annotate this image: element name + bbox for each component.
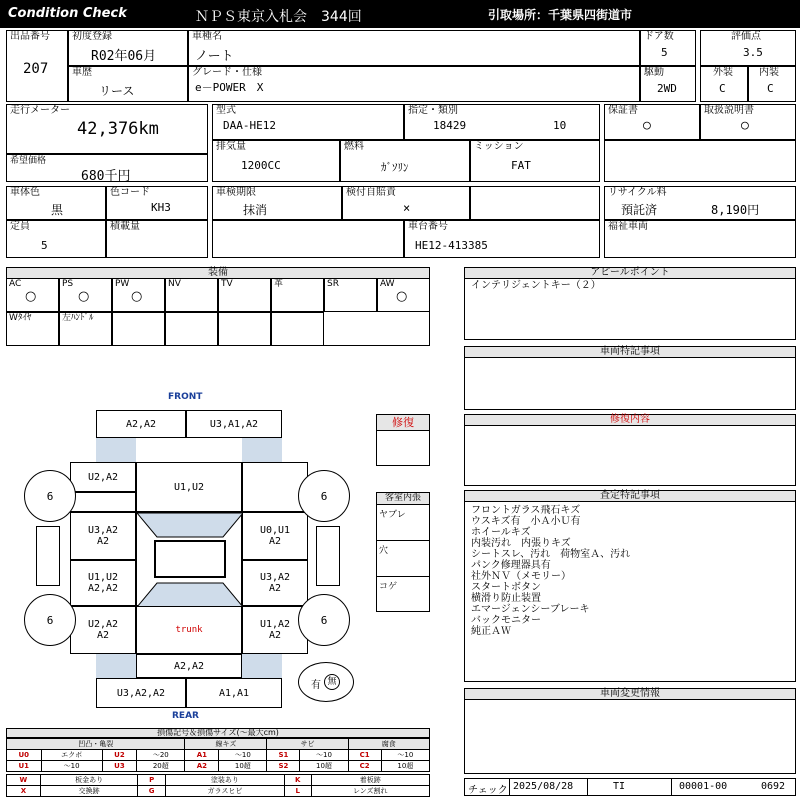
footer-code-2: 0692: [761, 781, 786, 792]
pickup-location: 引取場所：千葉県四街道市: [488, 8, 633, 22]
legend-cell: U1: [7, 761, 42, 772]
legend-cell: 板金あり: [40, 775, 138, 786]
left-fender: [70, 462, 136, 492]
spare-tire: [298, 662, 354, 702]
drive-label: 駆動: [644, 67, 664, 78]
mission-box: [470, 140, 600, 182]
legend-table-2: [6, 774, 430, 797]
interior-item-1: [377, 505, 429, 541]
fuel: ｶﾞｿﾘﾝ: [381, 161, 409, 174]
footer-code-1: 00001-00: [679, 781, 728, 792]
warranty: ○: [643, 118, 651, 133]
right-front-door: [242, 512, 308, 560]
exterior-box: [700, 66, 748, 102]
capacity-label: 定員: [10, 221, 30, 232]
legend-row-2: [7, 761, 430, 772]
liability-box: [342, 186, 470, 220]
doors-label: ドア数: [644, 31, 674, 42]
equipment-cell: [218, 278, 271, 312]
equipment-cell-row2: [218, 312, 271, 346]
equipment-cell: [6, 278, 59, 312]
equipment-title: 装備: [7, 268, 429, 279]
equipment-cell: [112, 278, 165, 312]
legend-cell: X: [7, 786, 41, 797]
row3-mid-blank: [470, 186, 600, 220]
first-reg-box: [68, 30, 188, 66]
legend-cell: 10超: [300, 761, 348, 772]
tire-front-left-value: 6: [46, 489, 54, 503]
legend-groups-row: [7, 739, 430, 750]
left-front-door-damage: U3,A2 A2: [87, 525, 119, 547]
equipment-cell: [59, 278, 112, 312]
legend-cell: 交換跡: [40, 786, 138, 797]
legend-row-1: [7, 750, 430, 761]
mileage-box: [6, 104, 208, 154]
legend-group-dents: 凹凸・亀裂: [7, 739, 185, 750]
check-date: 2025/08/28: [513, 781, 574, 792]
inspection-note-line: 純正ＡＷ: [471, 626, 511, 637]
right-mirror: [316, 526, 340, 586]
legend-row-3: [7, 775, 430, 786]
legend-cell: S1: [267, 750, 300, 761]
liability-label: 検付自賠責: [346, 187, 396, 198]
interior-item-1-label: ヤブレ: [379, 510, 406, 520]
roof-window-shape: [137, 513, 243, 607]
rear-bumper-left-damage: U3,A2,A2: [116, 687, 166, 699]
car-name: ノート: [195, 49, 234, 64]
inspector: TI: [613, 781, 626, 792]
inspection-box: [212, 186, 342, 220]
equipment-value: ○: [131, 289, 143, 304]
warranty-box: [604, 104, 700, 140]
condition-check-title: Condition Check: [8, 6, 127, 21]
mission: FAT: [511, 159, 531, 172]
appeal-text: インテリジェントキー（２）: [471, 280, 601, 291]
legend-cell: 10超: [219, 761, 267, 772]
inspection-note-line: 内装汚れ 内張りキズ: [471, 538, 571, 549]
left-fender-damage: U2,A2: [87, 471, 119, 483]
mileage: 42,376km: [77, 119, 159, 139]
equipment-label: 左ﾊﾝﾄﾞﾙ: [62, 313, 94, 323]
interior-item-3-label: コゲ: [379, 582, 398, 592]
manual: ○: [741, 118, 749, 133]
grade: e－POWER X: [195, 81, 264, 94]
check-label: チェック: [468, 785, 508, 796]
inspection-note-line: シートスレ、汚れ 荷物室Ａ、汚れ: [471, 549, 631, 560]
legend-cell: ～10: [41, 761, 102, 772]
liability: ×: [403, 201, 411, 215]
score-box: [700, 30, 796, 66]
lot-number: 207: [23, 61, 49, 77]
left-rear-door: [70, 560, 136, 606]
tire-rear-left-value: 6: [46, 613, 54, 627]
equipment-cell-row2: [112, 312, 165, 346]
legend-cell: ガラスヒビ: [165, 786, 284, 797]
legend-cell: C2: [348, 761, 381, 772]
inspection-note-line: パンク修理器具有: [471, 560, 551, 571]
footer-divider-2: [587, 779, 588, 795]
inspection-note-line: スタートボタン: [471, 582, 541, 593]
inspection-notes-list: [471, 505, 630, 637]
spare-absent: 無: [327, 677, 337, 687]
legend-cell: U2: [102, 750, 137, 761]
legend-cell: U0: [7, 750, 42, 761]
legend-row-4: [7, 786, 430, 797]
legend-group-rust: サビ: [267, 739, 348, 750]
model-box: [212, 104, 404, 140]
legend-cell: A1: [185, 750, 219, 761]
chassis-label: 車台番号: [408, 221, 448, 232]
legend-cell: 着板跡: [311, 775, 430, 786]
trunk-lid: [136, 654, 242, 678]
equipment-label: TV: [221, 279, 233, 289]
auction-title: ＮＰＳ東京入札会 344回: [195, 9, 362, 25]
legend-table: [6, 738, 430, 772]
car-name-box: [188, 30, 640, 66]
appeal-title: アピールポイント: [465, 268, 795, 279]
inspection-note-line: ホイールキズ: [471, 527, 531, 538]
right-rear-pillar: [242, 654, 282, 678]
legend-cell: S2: [267, 761, 300, 772]
right-rear-fender-damage: U1,A2 A2: [259, 619, 291, 641]
equipment-cell: [377, 278, 430, 312]
legend-cell: K: [284, 775, 311, 786]
left-fender-lower: [70, 492, 136, 512]
left-rear-pillar: [96, 654, 136, 678]
color-code-box: [106, 186, 208, 220]
equipment-label: PS: [62, 279, 74, 289]
drive: 2WD: [657, 82, 677, 95]
trunk-lid-damage: A2,A2: [173, 660, 205, 672]
appeal-box: [464, 267, 796, 340]
legend-cell: 塗装あり: [165, 775, 284, 786]
legend-group-scratch: 線キズ: [185, 739, 267, 750]
interior-grade: C: [767, 82, 774, 95]
row3b-left-blank: [212, 220, 404, 258]
tire-front-left: [24, 470, 76, 522]
inspection-notes-title: 査定特記事項: [465, 491, 795, 502]
front-bumper-right-damage: U3,A1,A2: [209, 418, 259, 430]
body-color-label: 車体色: [10, 187, 40, 198]
legend-cell: ～10: [219, 750, 267, 761]
trunk-label: trunk: [175, 625, 203, 635]
history-box: [68, 66, 188, 102]
front-bumper-left-damage: A2,A2: [125, 418, 157, 430]
left-rear-fender: [70, 606, 136, 654]
equipment-label: AW: [380, 279, 395, 289]
repair-box: [376, 414, 430, 466]
equipment-cell-row2: [271, 312, 324, 346]
fuel-box: [340, 140, 470, 182]
inspection-note-line: 横滑り防止装置: [471, 593, 541, 604]
left-front-door: [70, 512, 136, 560]
lot-number-box: [6, 30, 68, 102]
manual-label: 取扱説明書: [704, 105, 754, 116]
color-code-label: 色コード: [110, 187, 150, 198]
inspection-note-line: ウスキズ有 小Ａ小Ｕ有: [471, 516, 581, 527]
legend-title: 損傷記号＆損傷サイズ(～最大cm): [6, 728, 430, 738]
right-front-door-damage: U0,U1 A2: [259, 525, 291, 547]
footer-divider-1: [509, 779, 510, 795]
chassis-number: HE12-413385: [415, 239, 488, 252]
legend-cell: レンズ割れ: [311, 786, 430, 797]
legend-cell: P: [138, 775, 166, 786]
legend-cell: 20超: [137, 761, 185, 772]
front-bumper-left: [96, 410, 186, 438]
load-box: [106, 220, 208, 258]
equipment-cell: [324, 278, 377, 312]
interior-item-2: [377, 541, 429, 577]
category-number: 10: [553, 119, 567, 132]
exterior-grade: C: [719, 82, 726, 95]
interior-item-3: [377, 577, 429, 611]
displacement-label: 排気量: [216, 141, 246, 152]
spare-present: 有: [311, 680, 321, 691]
equipment-label: PW: [115, 279, 130, 289]
warranty-label: 保証書: [608, 105, 638, 116]
roof-area: [136, 512, 242, 606]
equipment-label: 革: [274, 279, 284, 289]
legend-cell: ～20: [137, 750, 185, 761]
left-front-pillar: [96, 438, 136, 462]
doors-box: [640, 30, 696, 66]
chassis-box: [404, 220, 600, 258]
inspection-note-line: 社外ＮＶ（メモリー）: [471, 571, 571, 582]
model: DAA-HE12: [223, 119, 276, 132]
legend-cell: W: [7, 775, 41, 786]
footer-bar: [464, 778, 796, 796]
grade-label: グレード・仕様: [192, 67, 262, 78]
legend-cell: L: [284, 786, 311, 797]
inspection-note-line: バックモニター: [471, 615, 541, 626]
hood: [136, 462, 242, 512]
body-color: 黒: [51, 203, 64, 217]
price-box: [6, 154, 208, 182]
capacity: 5: [41, 239, 48, 252]
footer-divider-3: [671, 779, 672, 795]
capacity-box: [6, 220, 106, 258]
price: 680千円: [81, 169, 131, 184]
color-code: KH3: [151, 201, 171, 214]
equipment-label: AC: [9, 279, 22, 289]
history: リース: [99, 84, 135, 98]
repair-title: 修復: [377, 415, 429, 431]
inspection-label: 車検期限: [216, 187, 256, 198]
history-label: 車歴: [72, 67, 92, 78]
designation-box: [404, 104, 600, 140]
displacement-box: [212, 140, 340, 182]
tire-rear-right: [298, 594, 350, 646]
special-notes-title: 車両特記事項: [465, 347, 795, 358]
legend-group-corrosion: 腐食: [348, 739, 429, 750]
equipment-label: Wﾀｲﾔ: [9, 313, 32, 323]
front-bumper-right: [186, 410, 282, 438]
score: 3.5: [743, 46, 763, 59]
exterior-label: 外装: [713, 67, 733, 78]
interior-item-2-label: 穴: [379, 546, 389, 556]
car-name-label: 車種名: [192, 31, 222, 42]
right-rear-door-damage: U3,A2 A2: [259, 572, 291, 594]
row2-right-blank: [604, 140, 796, 182]
recycle-box: [604, 186, 796, 220]
special-notes-box: [464, 346, 796, 410]
displacement: 1200CC: [241, 159, 281, 172]
spare-absent-circle: [324, 674, 340, 690]
equipment-value: ○: [25, 289, 37, 304]
legend-cell: A2: [185, 761, 219, 772]
legend-cell: C1: [348, 750, 381, 761]
rear-bumper-right: [186, 678, 282, 708]
header-bar: [0, 0, 800, 28]
inspection: 抹消: [243, 203, 268, 217]
score-label: 評価点: [731, 31, 761, 42]
doors: 5: [661, 46, 668, 59]
designation-number: 18429: [433, 119, 467, 132]
inspection-note-line: エマージェンシーブレーキ: [471, 604, 590, 615]
mileage-label: 走行メーター: [10, 105, 70, 116]
load-label: 積載量: [110, 221, 140, 232]
left-mirror: [36, 526, 60, 586]
legend-cell: U3: [102, 761, 137, 772]
equipment-cell-row2: [59, 312, 112, 346]
designation-label: 指定・類別: [408, 105, 458, 116]
legend-cell: G: [138, 786, 166, 797]
legend-cell: ～10: [300, 750, 348, 761]
legend-cell: 10超: [381, 761, 429, 772]
front-label: FRONT: [168, 392, 203, 402]
tire-front-right-value: 6: [320, 489, 328, 503]
lot-number-label: 出品番号: [10, 31, 50, 42]
tire-rear-left: [24, 594, 76, 646]
price-label: 希望価格: [10, 156, 47, 166]
left-rear-door-damage: U1,U2 A2,A2: [87, 572, 119, 594]
recycle-status: 預託済: [621, 203, 658, 217]
first-reg: R02年06月: [91, 49, 157, 64]
right-front-pillar: [242, 438, 282, 462]
rear-bumper-right-damage: A1,A1: [218, 687, 250, 699]
right-fender: [242, 462, 308, 512]
vehicle-changes-title: 車両変更情報: [465, 689, 795, 700]
recycle-fee: 8,190円: [711, 203, 760, 217]
welfare-label: 福祉車両: [608, 221, 648, 232]
equipment-cell-row2: [165, 312, 218, 346]
equipment-cell: [165, 278, 218, 312]
repair-content-title: 修復内容: [465, 415, 795, 426]
hood-damage: U1,U2: [173, 481, 205, 493]
left-rear-fender-damage: U2,A2 A2: [87, 619, 119, 641]
tire-rear-right-value: 6: [320, 613, 328, 627]
mission-label: ミッション: [474, 141, 524, 152]
repair-content-box: [464, 414, 796, 486]
fuel-label: 燃料: [344, 141, 364, 152]
manual-box: [700, 104, 796, 140]
inspection-note-line: フロントガラス飛石キズ: [471, 505, 581, 516]
drive-box: [640, 66, 696, 102]
legend-cell: ～10: [381, 750, 429, 761]
equipment-cell-row2: [6, 312, 59, 346]
equipment-cell: [271, 278, 324, 312]
interior-condition-box: [376, 492, 430, 612]
grade-box: [188, 66, 640, 102]
right-rear-door: [242, 560, 308, 606]
welfare-box: [604, 220, 796, 258]
model-label: 型式: [216, 105, 236, 116]
trunk: [136, 606, 242, 654]
equipment-label: SR: [327, 279, 339, 289]
rear-label: REAR: [172, 711, 199, 721]
interior-condition-title: 客室内張: [377, 493, 429, 505]
interior-label: 内装: [759, 67, 779, 78]
tire-front-right: [298, 470, 350, 522]
rear-bumper-left: [96, 678, 186, 708]
equipment-label: NV: [168, 279, 181, 289]
vehicle-changes-box: [464, 688, 796, 774]
first-reg-label: 初度登録: [72, 31, 112, 42]
equipment-value: ○: [396, 289, 408, 304]
interior-box: [748, 66, 796, 102]
legend-cell: エクボ: [41, 750, 102, 761]
recycle-label: リサイクル料: [608, 187, 667, 198]
body-color-box: [6, 186, 106, 220]
equipment-value: ○: [78, 289, 90, 304]
inspection-notes-box: [464, 490, 796, 682]
